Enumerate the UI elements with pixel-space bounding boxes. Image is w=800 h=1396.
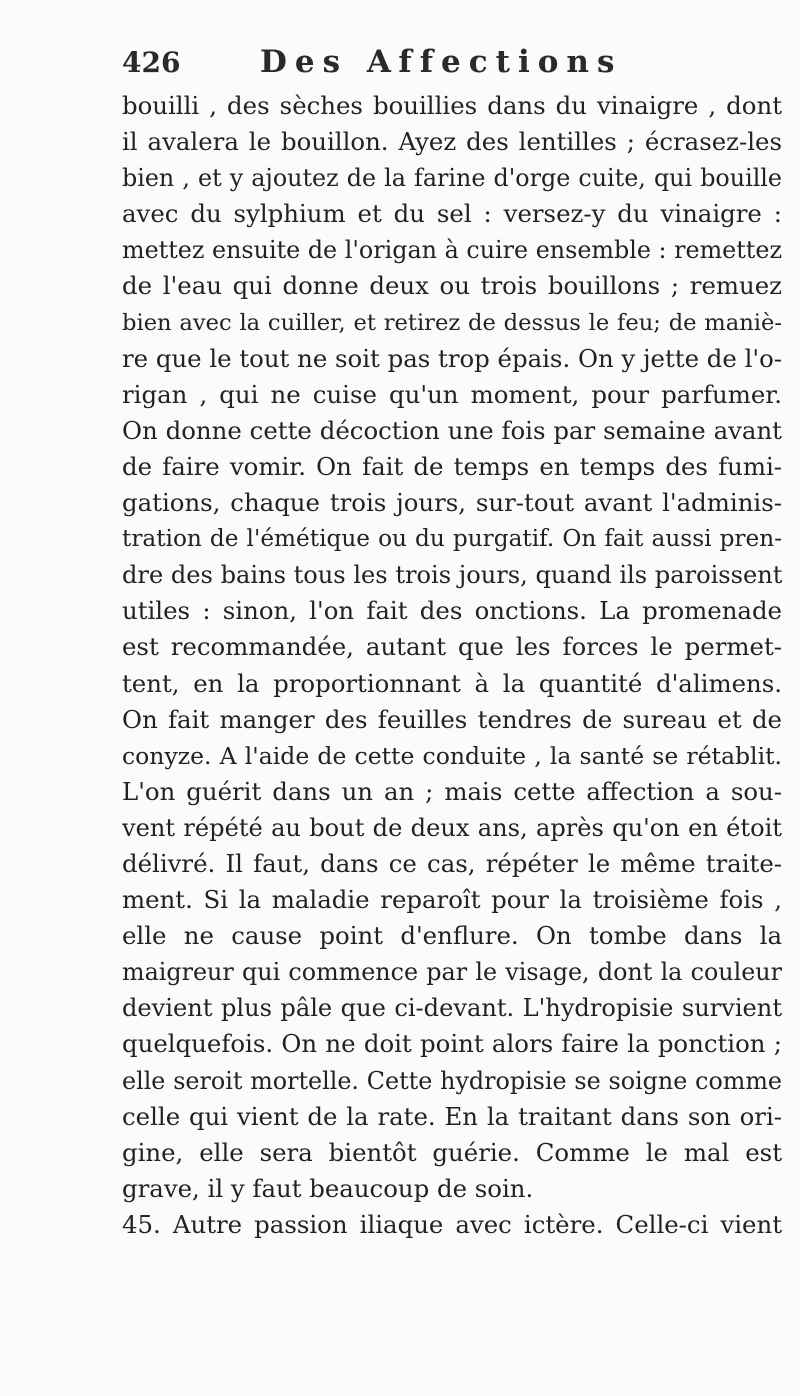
section-heading-line: 45. Autre passion iliaque avec ictère. Celle-ci vient	[122, 1209, 782, 1239]
text-line: tent, en la proportionnant à la quantité d'alimens.	[122, 668, 782, 698]
text-line: bien avec la cuiller, et retirez de dessus le feu; de maniè-	[122, 309, 782, 336]
text-line: mettez ensuite de l'origan à cuire ensemble : remettez	[122, 236, 782, 265]
text-line: gine, elle sera bientôt guérie. Comme le mal est	[122, 1137, 782, 1167]
text-line: rigan , qui ne cuise qu'un moment, pour parfumer.	[122, 379, 782, 409]
text-line: re que le tout ne soit pas trop épais. On y jette de l'o-	[122, 343, 782, 373]
text-line: elle seroit mortelle. Cette hydropisie se soigne comme	[122, 1066, 782, 1095]
text-line: celle qui vient de la rate. En la traitant dans son ori-	[122, 1101, 782, 1131]
text-line: bouilli , des sèches bouillies dans du vinaigre , dont	[122, 91, 782, 120]
text-line: ment. Si la maladie reparoît pour la troisième fois ,	[122, 885, 782, 915]
text-line: On donne cette décoction une fois par semaine avant	[122, 415, 782, 445]
text-line: conyze. A l'aide de cette conduite , la santé se rétablit.	[122, 741, 782, 770]
text-line: On fait manger des feuilles tendres de sureau et de	[122, 704, 782, 734]
text-line: maigreur qui commence par le visage, dont la couleur	[122, 958, 782, 987]
text-line: délivré. Il faut, dans ce cas, répéter le même traite-	[122, 848, 782, 878]
text-line: tration de l'émétique ou du purgatif. On fait aussi pren-	[122, 525, 782, 553]
text-line: est recommandée, autant que les forces le permet-	[122, 632, 782, 662]
text-line: elle ne cause point d'enflure. On tombe dans la	[122, 921, 782, 951]
text-line: L'on guérit dans un an ; mais cette affection a sou-	[122, 776, 782, 806]
text-line: devient plus pâle que ci-devant. L'hydropisie survient	[122, 994, 782, 1023]
text-line: vent répété au bout de deux ans, après qu'on en étoit	[122, 813, 782, 842]
running-head	[122, 44, 762, 88]
text-line: utiles : sinon, l'on fait des onctions. La promenade	[122, 596, 782, 626]
text-line: grave, il y faut beaucoup de soin.	[122, 1173, 534, 1203]
running-title: Des Affections	[260, 44, 623, 80]
text-line: avec du sylphium et du sel : versez-y du vinaigre :	[122, 199, 782, 229]
text-line: il avalera le bouillon. Ayez des lentilles ; écrasez-les	[122, 127, 782, 157]
text-line: de faire vomir. On fait de temps en temps des fumi-	[122, 451, 782, 481]
text-line: de l'eau qui donne deux ou trois bouillons ; remuez	[122, 271, 782, 301]
text-line: dre des bains tous les trois jours, quand ils paroissent	[122, 561, 782, 590]
text-line: quelquefois. On ne doit point alors faire la ponction ;	[122, 1029, 782, 1059]
body-text	[122, 88, 782, 1243]
page-number: 426	[122, 46, 181, 79]
text-line: gations, chaque trois jours, sur-tout avant l'adminis-	[122, 488, 782, 518]
text-line: bien , et y ajoutez de la farine d'orge cuite, qui bouille	[122, 164, 782, 193]
